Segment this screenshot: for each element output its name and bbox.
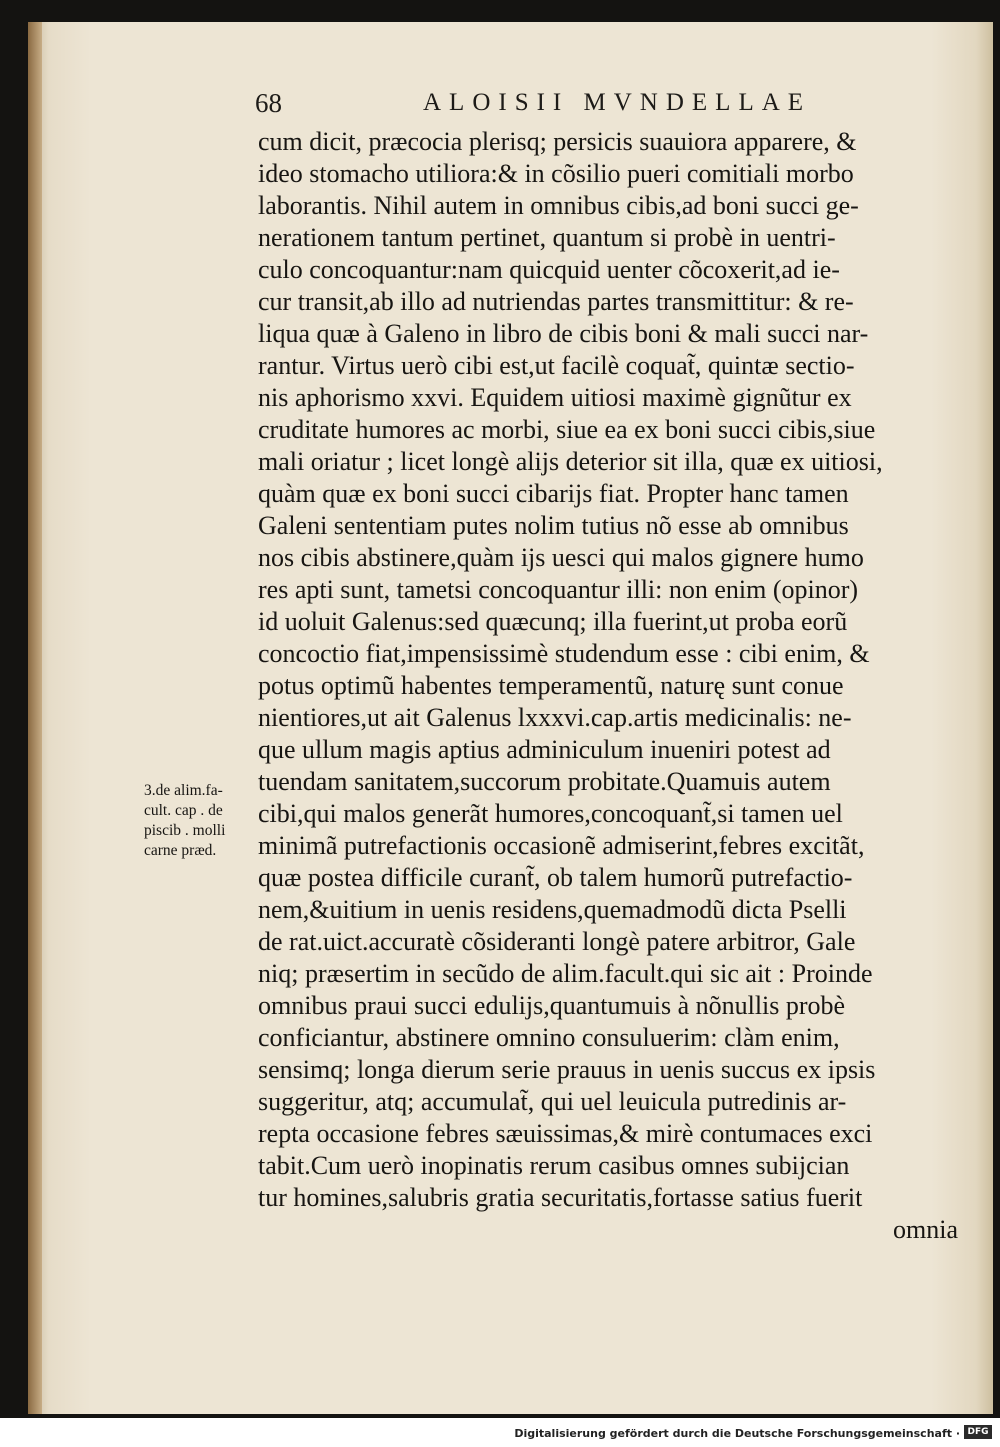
text-line: omnibus praui succi edulijs,quantumuis à nõnullis probè xyxy=(258,991,846,1020)
dfg-logo: DFG xyxy=(964,1425,992,1439)
marginal-note-line: 3.de alim.fa- xyxy=(144,782,223,799)
text-line: concoctio fiat,impensissimè studendum esse : cibi enim, & xyxy=(258,639,870,668)
text-line: tur homines,salubris gratia securitatis,fortasse satius fuerit xyxy=(258,1183,863,1212)
marginal-note-line: cult. cap . de xyxy=(144,802,223,819)
text-line: tabit.Cum uerò inopinatis rerum casibus omnes subijcian xyxy=(258,1151,850,1180)
text-line: culo concoquantur:nam quicquid uenter cõcoxerit,ad ie- xyxy=(258,255,840,284)
text-line: tuendam sanitatem,succorum probitate.Quamuis autem xyxy=(258,767,831,796)
text-line: ideo stomacho utiliora:& in cõsilio pueri comitiali morbo xyxy=(258,159,854,188)
text-line: cibi,qui malos generãt humores,concoquant̃,si tamen uel xyxy=(258,799,843,828)
footer-bar xyxy=(0,1418,1000,1447)
text-line: minimã putrefactionis occasionẽ admiserint,febres excitãt, xyxy=(258,831,865,860)
text-line: sensimq; longa dierum serie prauus in uenis succus ex ipsis xyxy=(258,1055,876,1084)
marginal-note-line: carne præd. xyxy=(144,842,217,859)
text-line: que ullum magis aptius adminiculum inueniri potest ad xyxy=(258,735,831,764)
text-line: quàm quæ ex boni succi cibarijs fiat. Propter hanc tamen xyxy=(258,479,849,508)
text-line: cum dicit, præcocia plerisq; persicis suauiora apparere, & xyxy=(258,127,857,156)
running-head: ALOISII MVNDELLAE xyxy=(423,89,812,116)
text-line: liqua quæ à Galeno in libro de cibis boni & mali succi nar- xyxy=(258,319,869,348)
page-header xyxy=(255,88,955,128)
funding-credit: Digitalisierung gefördert durch die Deutsche Forschungsgemeinschaft · xyxy=(514,1427,960,1440)
text-line: nis aphorismo xxvi. Equidem uitiosi maximè gignũtur ex xyxy=(258,383,852,412)
text-line: nerationem tantum pertinet, quantum si probè in uentri- xyxy=(258,223,836,252)
marginal-note-line: piscib . molli xyxy=(144,822,226,839)
text-line: Galeni sententiam putes nolim tutius nõ esse ab omnibus xyxy=(258,511,849,540)
text-line: suggeritur, atq; accumulat̃, qui uel leuicula putredinis ar- xyxy=(258,1087,847,1116)
text-line: id uoluit Galenus:sed quæcunq; illa fuerint,ut proba eorũ xyxy=(258,607,848,636)
text-line: nem,&uitium in uenis residens,quemadmodũ dicta Pselli xyxy=(258,895,847,924)
text-line: nos cibis abstinere,quàm ijs uesci qui malos gignere humo xyxy=(258,543,864,572)
text-line: rantur. Virtus uerò cibi est,ut facilè coquat̃, quintæ sectio- xyxy=(258,351,855,380)
text-line: de rat.uict.accuratè cõsideranti longè patere arbitror, Gale xyxy=(258,927,856,956)
text-line: laborantis. Nihil autem in omnibus cibis,ad boni succi ge- xyxy=(258,191,859,220)
text-line: quæ postea difficile curant̃, ob talem humorũ putrefactio- xyxy=(258,863,853,892)
catchword: omnia xyxy=(893,1215,958,1244)
body-text xyxy=(258,126,958,1246)
text-line: res apti sunt, tametsi concoquantur illi: non enim (opinor) xyxy=(258,575,859,604)
marginal-note xyxy=(144,781,260,861)
text-line: conficiantur, abstinere omnino consuluerim: clàm enim, xyxy=(258,1023,840,1052)
text-line: repta occasione febres sæuissimas,& mirè contumaces exci xyxy=(258,1119,873,1148)
page-number: 68 xyxy=(255,88,282,118)
page-gutter xyxy=(28,22,42,1414)
text-line: nientiores,ut ait Galenus lxxxvi.cap.artis medicinalis: ne- xyxy=(258,703,852,732)
text-line: mali oriatur ; licet longè alijs deterior sit illa, quæ ex uitiosi, xyxy=(258,447,883,476)
text-line: niq; præsertim in secũdo de alim.facult.qui sic ait : Proinde xyxy=(258,959,873,988)
text-line: potus optimũ habentes temperamentũ, naturę sunt conue xyxy=(258,671,844,700)
text-line: cruditate humores ac morbi, siue ea ex boni succi cibis,siue xyxy=(258,415,876,444)
text-line: cur transit,ab illo ad nutriendas partes transmittitur: & re- xyxy=(258,287,854,316)
